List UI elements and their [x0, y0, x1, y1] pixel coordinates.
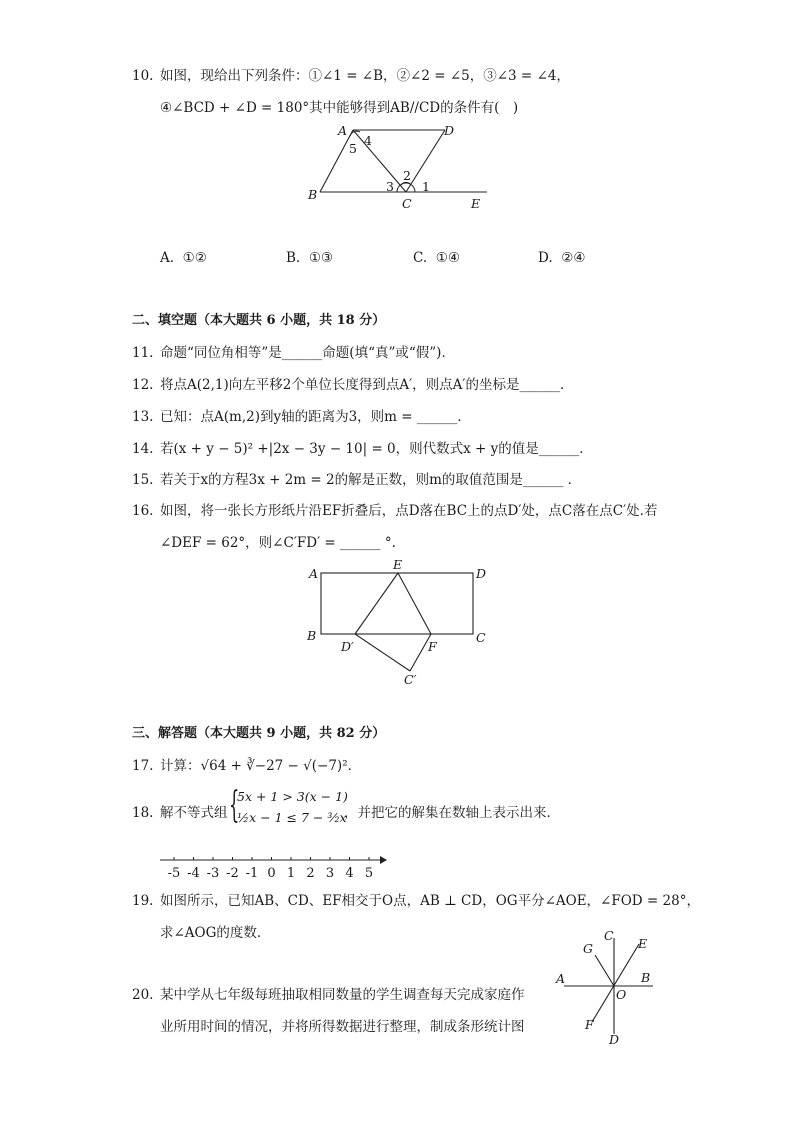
q18-axis-tick-label: 4: [345, 866, 354, 881]
q16-figure: [300, 557, 500, 690]
q16-line-D2C2: [355, 634, 410, 671]
q19-label-E: E: [638, 936, 648, 951]
q17-number: 17.: [132, 758, 154, 774]
q10-label-A: A: [338, 123, 348, 138]
q19-label-O: O: [616, 987, 627, 1002]
q16-label-B: B: [307, 628, 317, 643]
q10-text-line2: ④∠BCD + ∠D = 180°其中能够得到AB//CD的条件有( ): [160, 100, 519, 116]
q10-option-a: A. ①②: [160, 250, 207, 266]
q19-label-A: A: [556, 971, 566, 986]
q11-number: 11.: [132, 345, 154, 361]
q18-axis-tick-label: -3: [206, 866, 220, 881]
q18-axis-tick-label: -2: [226, 866, 239, 881]
q16-line-EF: [398, 573, 431, 634]
q16-number: 16.: [132, 503, 154, 519]
q16-line-ED2: [355, 573, 398, 634]
q18-axis-tick-label: -1: [245, 866, 259, 881]
q19-text-line1: 如图所示，已知AB、CD、EF相交于O点，AB ⊥ CD，OG平分∠AOE，∠FOD = 28°，: [160, 893, 700, 909]
q10-label-C: C: [402, 196, 412, 211]
q18-inequality-1: 5x + 1 > 3(x − 1): [237, 789, 348, 804]
q18-axis-tick-label: -5: [167, 866, 181, 881]
q18-system-brace: {: [229, 785, 240, 826]
q19-figure: [552, 928, 672, 1048]
q10-label-2: 2: [403, 168, 411, 183]
q13-number: 13.: [132, 409, 154, 425]
q19-label-C: C: [604, 928, 614, 943]
q16-text-line2: ∠DEF = 62°，则∠C′FD′ = ______ °.: [160, 535, 396, 551]
q19-line-OG: [595, 955, 614, 986]
q20-text-line1: 某中学从七年级每班抽取相同数量的学生调查每天完成家庭作: [160, 987, 525, 1003]
q10-label-B: B: [308, 187, 318, 202]
q18-number: 18.: [132, 805, 154, 821]
q16-label-D: D: [476, 566, 487, 581]
q18-tail: ，并把它的解集在数轴上表示出来．: [344, 805, 560, 821]
q10-option-c: C. ①④: [413, 250, 460, 266]
q18-axis-arrow: [380, 856, 387, 864]
q16-label-A: A: [309, 566, 319, 581]
q17-text: 计算：√64 + ∛−27 − √(−7)²．: [160, 758, 362, 774]
q16-label-C-prime: C′: [404, 672, 417, 687]
q11-text: 命题“同位角相等”是______命题(填“真”或“假”)．: [160, 345, 455, 361]
q18-inequality-2: ½x − 1 ≤ 7 − ³⁄₂x: [237, 810, 347, 825]
q16-label-E: E: [393, 557, 403, 572]
q18-number-line: [158, 848, 398, 888]
q20-number: 20.: [132, 987, 154, 1003]
q10-label-3: 3: [386, 179, 394, 194]
q18-axis-tick-label: 2: [306, 866, 315, 881]
q20-text-line2: 业所用时间的情况，并将所得数据进行整理，制成条形统计图: [160, 1019, 525, 1035]
q19-label-B: B: [641, 970, 651, 985]
q10-line-AB: [320, 130, 353, 192]
q19-label-G: G: [583, 941, 593, 956]
q18-axis-tick-label: 5: [364, 866, 374, 881]
q10-line-AC: [353, 130, 406, 192]
q19-label-F: F: [585, 1017, 594, 1032]
q10-option-d: D. ②④: [538, 250, 586, 266]
q10-label-1: 1: [422, 179, 430, 194]
q10-number: 10.: [132, 68, 154, 84]
section3-title: 三、解答题（本大题共 9 小题，共 82 分）: [132, 726, 386, 741]
q15-text: 若关于x的方程3x + 2m = 2的解是正数，则m的取值范围是______ ．: [160, 472, 582, 488]
q16-label-C: C: [476, 630, 486, 645]
q19-text-line2: 求∠AOG的度数．: [160, 925, 271, 941]
q10-label-4: 4: [364, 133, 372, 148]
q19-line-EF: [592, 944, 639, 1022]
q15-number: 15.: [132, 472, 154, 488]
q18-axis-tick-label: 0: [267, 866, 276, 881]
q13-text: 已知：点A(m,2)到y轴的距离为3，则m = ______．: [160, 409, 471, 425]
q10-label-5: 5: [349, 141, 357, 156]
q12-text: 将点A(2,1)向左平移2个单位长度得到点A′，则点A′的坐标是______．: [160, 377, 574, 393]
q18-axis-tick-label: 3: [325, 866, 335, 881]
q18-lead: 解不等式组: [160, 805, 228, 821]
q10-label-E: E: [471, 196, 481, 211]
q14-number: 14.: [132, 441, 154, 457]
q10-text-line1: 如图，现给出下列条件：①∠1 = ∠B，②∠2 = ∠5，③∠3 = ∠4，: [160, 68, 570, 84]
q10-figure: [300, 120, 500, 210]
q16-text-line1: 如图，将一张长方形纸片沿EF折叠后，点D落在BC上的点D′处，点C落在点C′处.若: [160, 503, 658, 519]
q19-label-D: D: [609, 1032, 620, 1047]
q10-label-D: D: [444, 123, 455, 138]
q16-rectangle-abcd: [321, 573, 473, 634]
q18-axis-tick-label: -4: [187, 866, 200, 881]
section2-title: 二、填空题（本大题共 6 小题，共 18 分）: [132, 313, 386, 328]
q12-number: 12.: [132, 377, 154, 393]
q18-axis-tick-label: 1: [286, 866, 296, 881]
q19-number: 19.: [132, 893, 154, 909]
q16-label-D-prime: D′: [341, 639, 354, 654]
q10-option-b: B. ①③: [286, 250, 334, 266]
q16-label-F: F: [428, 639, 437, 654]
q14-text: 若(x + y − 5)² +|2x − 3y − 10| = 0，则代数式x + y的值是______．: [160, 441, 593, 457]
